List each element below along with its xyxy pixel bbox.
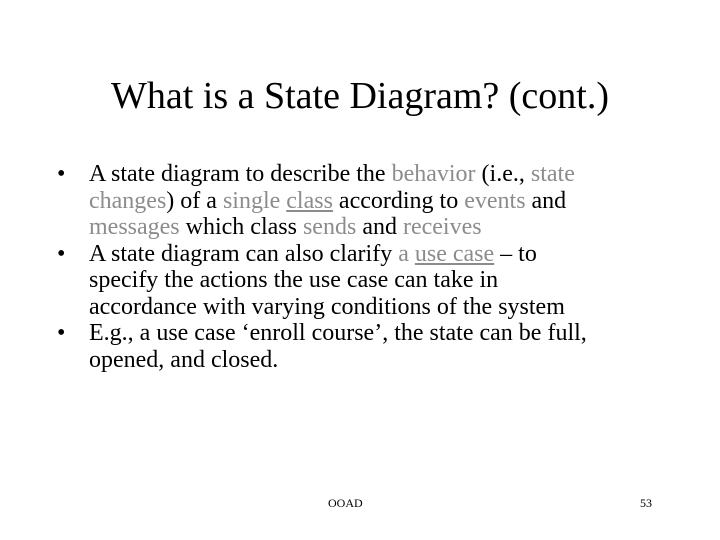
text-segment: ) of a	[166, 187, 223, 214]
text-segment: (i.e.,	[475, 161, 531, 187]
text-segment: E.g., a use case ‘enroll course’, the state can be full,	[89, 320, 587, 346]
bullet-line	[89, 188, 707, 215]
bullet-marker: •	[57, 320, 66, 346]
text-segment: specify the actions the use case can take in	[89, 267, 499, 293]
text-segment: accordance with varying conditions of the system	[89, 293, 565, 320]
footer-course-label: OOAD	[328, 496, 363, 510]
highlighted-term: behavior	[391, 161, 476, 187]
highlighted-term: messages	[89, 214, 180, 240]
text-segment: A state diagram to describe the	[89, 161, 392, 187]
text-segment: opened, and closed.	[89, 346, 279, 373]
bullet-line	[89, 214, 707, 241]
bullet-text	[89, 241, 707, 321]
bullet-line	[89, 320, 707, 347]
underlined-term: use case	[414, 240, 495, 267]
bullet-text	[89, 161, 707, 241]
bullet-line	[89, 161, 707, 188]
bullet-line	[89, 267, 707, 294]
highlighted-term: receives	[402, 214, 482, 240]
bullet-list	[57, 161, 707, 373]
highlighted-term: single	[222, 187, 287, 214]
bullet-item	[57, 241, 707, 321]
highlighted-term: a	[398, 240, 415, 267]
text-segment: A state diagram can also clarify	[89, 240, 399, 267]
bullet-marker: •	[57, 240, 66, 267]
bullet-item	[57, 320, 707, 373]
bullet-item	[57, 161, 707, 241]
highlighted-term: sends	[302, 214, 357, 240]
bullet-line	[89, 241, 707, 268]
slide-title: What is a State Diagram? (cont.)	[110, 75, 610, 117]
bullet-line	[89, 347, 707, 374]
highlighted-term: state	[530, 161, 575, 187]
text-segment: and	[525, 187, 567, 214]
bullet-line	[89, 294, 707, 321]
bullet-text	[89, 320, 707, 373]
underlined-term: class	[286, 187, 333, 214]
text-segment: which class	[179, 214, 303, 240]
text-segment: – to	[494, 240, 537, 267]
highlighted-term: events	[464, 187, 526, 214]
highlighted-term: changes	[89, 187, 167, 214]
text-segment: according to	[332, 187, 465, 214]
bullet-marker: •	[57, 161, 66, 187]
text-segment: and	[356, 214, 403, 240]
slide-page-number: 53	[640, 496, 652, 510]
